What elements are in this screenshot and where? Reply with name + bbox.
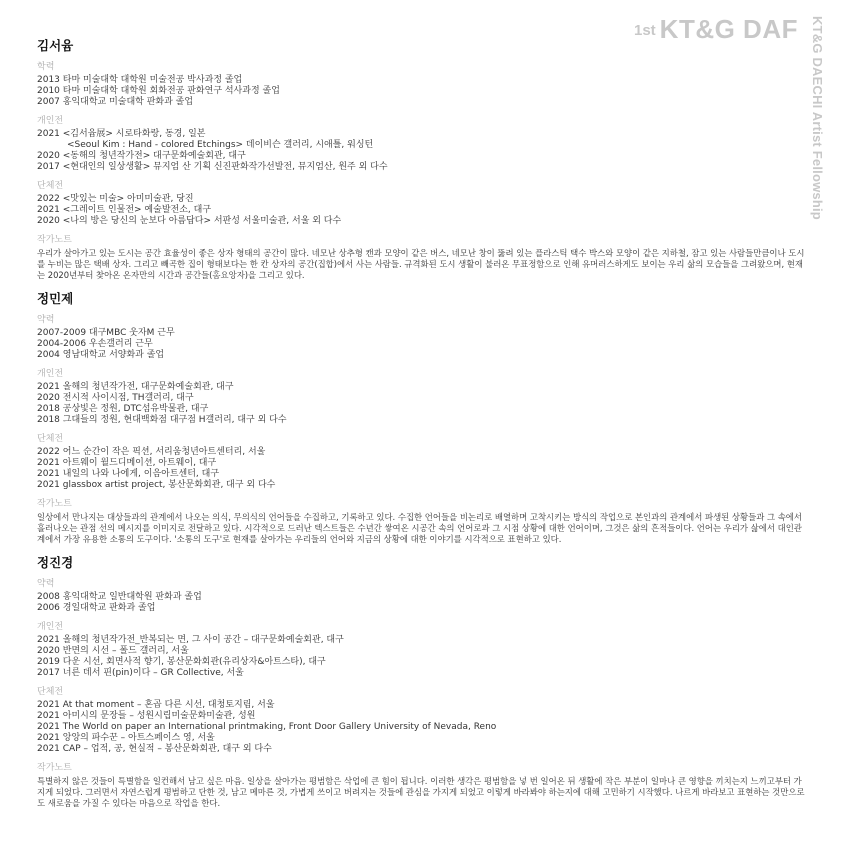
group-exhibitions-section: [37, 434, 807, 491]
section-title: 작가노트: [37, 763, 72, 773]
solo-exhibitions-section: [37, 116, 807, 173]
section-title: 약력: [37, 315, 55, 325]
brand-ordinal: 1st: [633, 22, 656, 39]
artist-profile: [37, 38, 807, 281]
list-item: 2021 The World on paper an International printmaking, Front Door Gallery University of Nevada, Reno: [37, 722, 497, 732]
group-exhibitions-section: [37, 687, 807, 755]
list-item: 2021 내일의 나와 나에게, 이음아트센터, 대구: [37, 469, 220, 479]
artist-name: 김서윰: [37, 38, 74, 53]
list-item: 2018 그대들의 정원, 현대백화점 대구점 H갤러리, 대구 외 다수: [37, 415, 287, 425]
list-item: 2021 glassbox artist project, 봉산문화회관, 대구 외 다수: [37, 480, 276, 490]
artist-note: 특별하지 않은 것들이 특별함을 일컨해서 남고 싶은 마음. 일상을 살아가는 평범함은 삭업에 큰 힘이 됩니다. 이러한 생각은 평범함을 넣 번 일어온 뒤 생활에 작은 부분이 일마나 큰 영향을 끼치는지 느끼고부터 가지게 되었다. 그러면서 자연스럽게 평범하고 단한 것, 남고 메마른 것, 가볍게 쓰이고 버려지는 것들에 관심을 가지게 되었고 이렇게 바라봐야 하는지에 대해 고민하기 시작했다. 나르게 바라보고 표현하는 것만으로도 새로움을 가질 수 있다는 마음으로 작업을 한다.: [37, 776, 805, 808]
artist-note: 우리가 살아가고 있는 도시는 공간 효율성이 좋은 상자 형태의 공간이 많다. 네모난 상추형 캔과 모양이 같은 버스, 네모난 창이 뚫려 있는 플라스틱 택수 박스와 모양이 같은 지하철, 잠고 있는 사람들만큼이나 도시를 누비는 많은 택배 상자. 그리고 빼곡한 집이 형태보다는 한 칸 상자의 공간(집합)에서 사는 사람들. 규격화된 도시 생활이 불러온 무표정함으로 인해 유머러스하게도 보이는 우리 삶의 모습들을 그려왔으며, 현재는 2020년부터 찾아온 온자만의 시간과 공간들(홈요앙자)을 그리고 있다.: [37, 248, 805, 280]
list-item: 2006 경일대학교 판화과 졸업: [37, 603, 156, 613]
career-section: [37, 315, 807, 361]
list-item: <Seoul Kim : Hand - colored Etchings> 데이비슨 갤러리, 시애틀, 워싱턴: [67, 140, 374, 150]
list-item: 2021 <김서윰展> 시로타화랑, 동경, 일본: [37, 129, 206, 139]
list-item: 2021 At that moment – 혼곱 다른 시선, 대청토지림, 서울: [37, 700, 275, 710]
artist-profile: [37, 555, 807, 809]
list-item: 2013 타마 미술대학 대학원 미술전공 박사과정 졸업: [37, 75, 243, 85]
list-item: 2021 올해의 청년작가전_반복되는 면, 그 사이 공간 – 대구문화예술회관, 대구: [37, 635, 344, 645]
section-title: 단체전: [37, 687, 64, 697]
artist-note-section: [37, 499, 807, 545]
education-section: [37, 579, 807, 614]
section-title: 학력: [37, 62, 55, 72]
list-item: 2020 전시적 사이시점, TH갤러리, 대구: [37, 393, 194, 403]
list-item: 2021 CAP – 업적, 공, 현실적 – 봉산문화회관, 대구 외 다수: [37, 744, 272, 754]
list-item: 2021 올해의 청년작가전, 대구문화예술회관, 대구: [37, 382, 234, 392]
list-item: 2017 너른 데서 핀(pin)이다 – GR Collective, 서울: [37, 668, 244, 678]
list-item: 2004 영남대학교 서양화과 졸업: [37, 350, 165, 360]
list-item: 2022 <맛있는 미술> 아미미술관, 당진: [37, 194, 194, 204]
artist-profiles: [37, 38, 807, 817]
list-item: 2021 아미시의 문장들 – 성원시립미술문화미술관, 성원: [37, 711, 256, 721]
section-title: 개인전: [37, 369, 64, 379]
artist-name: 정민제: [37, 291, 74, 306]
artist-note-section: [37, 763, 807, 809]
section-title: 개인전: [37, 116, 64, 126]
list-item: 2021 아트웨이 월드디메이션, 아트웨이, 대구: [37, 458, 217, 468]
list-item: 2020 <나의 방은 당신의 눈보다 아름답다> 서판성 서울미술관, 서울 외 다수: [37, 216, 342, 226]
list-item: 2010 타마 미술대학 대학원 회화전공 판화연구 석사과정 졸업: [37, 86, 280, 96]
section-title: 단체전: [37, 434, 64, 444]
artist-note: 일상에서 만나지는 대상들과의 관계에서 나오는 의식, 무의식의 언어들을 수집하고, 기록하고 있다. 수집한 언어들을 비논리로 배열하며 고착시키는 방식의 작업으로 본인과의 관계에서 파생된 상황들과 그 속에서 흘러나오는 관점 선의 메시지를 이미지로 전달하고 있다. 시각적으로 드러난 텍스트들은 수년간 쌓여온 시공간 속의 언어로과 그 시점 상황에 대한 언어이며, 그것은 삶의 흔적들이다. 언어는 우리가 삶에서 대인관계에서 가장 유용한 소통의 도구이다. '소통의 도구'로 현재를 살아가는 우리들의 언어와 지금의 상황에 대한 이야기를 시각적으로 표현하고 있다.: [37, 512, 802, 544]
fellowship-vertical-label: KT&G DAECHI Artist Fellowship: [810, 16, 825, 220]
list-item: 2018 공상빛은 정원, DTC섬유박물관, 대구: [37, 404, 209, 414]
section-title: 단체전: [37, 181, 64, 191]
group-exhibitions-section: [37, 181, 807, 227]
solo-exhibitions-section: [37, 622, 807, 679]
section-title: 작가노트: [37, 235, 72, 245]
list-item: 2019 다운 시선, 회면사적 향기, 봉산문화회관(유리상자&아트스타), 대구: [37, 657, 326, 667]
list-item: 2004-2006 우손갤러리 근무: [37, 339, 153, 349]
artist-note-section: [37, 235, 807, 281]
list-item: 2021 <그레이트 인물전> 예술발전소, 대구: [37, 205, 212, 215]
list-item: 2017 <현대인의 일상생활> 뮤지엄 산 기획 신진판화작가선발전, 뮤지엄산, 원주 외 다수: [37, 162, 388, 172]
artist-profile: [37, 291, 807, 545]
brand-name: KT&G DAF: [659, 14, 798, 44]
list-item: 2007-2009 대구MBC 웃자M 근무: [37, 328, 175, 338]
solo-exhibitions-section: [37, 369, 807, 426]
section-title: 작가노트: [37, 499, 72, 509]
education-section: [37, 62, 807, 108]
list-item: 2020 <동해의 청년작가전> 대구문화예술회관, 대구: [37, 151, 246, 161]
list-item: 2021 앙앙의 파수꾼 – 아트스페이스 영, 서울: [37, 733, 215, 743]
list-item: 2007 홍익대학교 미술대학 판화과 졸업: [37, 97, 194, 107]
list-item: 2020 반면의 시선 – 폴드 갤러리, 서울: [37, 646, 189, 656]
list-item: 2008 홍익대학교 일반대학원 판화과 졸업: [37, 592, 202, 602]
list-item: 2022 어느 순간이 작은 픽션, 서리움청년아트센터리, 서울: [37, 447, 266, 457]
section-title: 약력: [37, 579, 55, 589]
artist-name: 정진경: [37, 555, 74, 570]
section-title: 개인전: [37, 622, 64, 632]
